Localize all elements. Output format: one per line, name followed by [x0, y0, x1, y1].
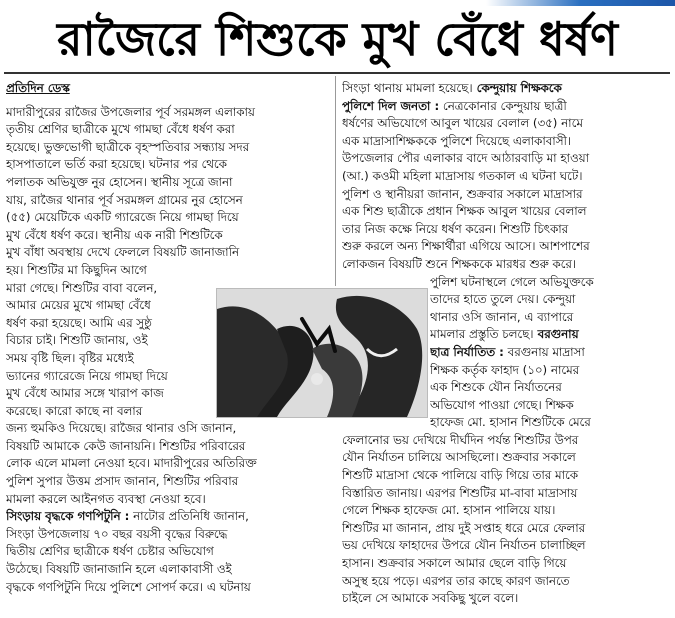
text-line: শিক্ষক কর্তৃক ফাহাদ (১০) নামের: [430, 362, 580, 377]
text-line: আমার মেয়ের মুখে গামছা বেঁধে: [6, 298, 151, 313]
text-line: বিষয়টি আমাকে কেউ জানায়নি। শিশুটির পরিবারের: [6, 438, 246, 453]
text-line: পুলিশ সুপার উত্তম প্রসাদ জানান, শিশুটির পরিবার: [6, 474, 239, 489]
text-line: মুখ বেঁধে ধর্ষণ করে। স্থানীয় এক নারী শিশুটিকে: [6, 227, 223, 242]
text-line: পুলিশ ও স্থানীয়রা জানান, শুক্রবার সকালে মাদ্রাসার: [342, 186, 583, 201]
text-line: তৃতীয় শ্রেণির ছাত্রীকে মুখে গামছা বেঁধে ধর্ষণ করা: [6, 122, 235, 137]
text-line: বিস্তারিত জানায়। এরপর শিশুটির মা-বাবা মাদ্রাসায়: [342, 485, 578, 500]
subhead-kendua-a: কেন্দুয়ায় শিক্ষককে: [472, 81, 562, 95]
text-line: এক শিশু ছাত্রীকে প্রধান শিক্ষক আবুল খায়ের বেলাল: [342, 204, 587, 219]
text-line: শিশুটির মা জানান, প্রায় দুই সপ্তাহ ধরে মেরে ফেলার: [342, 520, 586, 535]
text-line: বিচার চাই। শিশুটি জানায়, ওই: [6, 333, 148, 348]
text-line: হাসান। শুক্রবার সকালে আমার ছেলে বাড়ি গিয়ে: [342, 556, 567, 571]
text-line: জন্য হুমকিও দিয়েছে। রাজৈর থানার ওসি জানান,: [6, 421, 237, 436]
text-line: শুরু করলে অন্য শিক্ষার্থীরা এগিয়ে আসে। আশপাশের: [342, 239, 590, 254]
byline: প্রতিদিন ডেস্ক: [6, 81, 70, 95]
subhead-line: [342, 80, 668, 98]
text-line: গেলে শিক্ষক হাফেজ মো. হাসান পালিয়ে যায়।: [342, 503, 556, 518]
text-line: এক মাদ্রাসাশিক্ষককে পুলিশে দিয়েছে এলাকাবাসী।: [342, 133, 572, 148]
text-fragment: মামলার প্রস্তুতি চলছে।: [430, 327, 534, 342]
text-line: যায়, রাজৈর থানার পূর্ব সরমঙ্গল গ্রামের নুর হোসেন: [6, 192, 243, 207]
text-line: পুলিশ ঘটনাস্থলে গেলে অভিযুক্তকে: [430, 274, 594, 289]
text-line: বৃদ্ধকে গণপিটুনি দিয়ে পুলিশে সোপর্দ করে। এ ঘটনায়: [6, 579, 251, 594]
headline: রাজৈরে শিশুকে মুখ বেঁধে ধর্ষণ: [57, 12, 618, 66]
text-line: শিশুটি মাদ্রাসা থেকে পালিয়ে বাড়ি গিয়ে তার মাকে: [342, 468, 579, 483]
text-line: উঠেছে। বিষয়টি জানাজানি হলে এলাকাবাসী ওই: [6, 562, 232, 577]
text-line: লোক এলে মামলা নেওয়া হবে। মাদারীপুরের অতিরিক্ত: [6, 456, 257, 471]
text-line: ধর্ষণ করা হয়েছে। আমি এর সুষ্ঠু: [6, 315, 152, 330]
text-line: হয়। শিশুটির মা কিছুদিন আগে: [6, 262, 147, 277]
text-line: সময় বৃষ্টি ছিল। বৃষ্টির মধ্যেই: [6, 350, 134, 365]
text-line: (আ.) কওমী মহিলা মাদ্রাসায় গতকাল এ ঘটনা ঘটে।: [342, 168, 583, 183]
text-line: হয়েছে। ভুক্তভোগী ছাত্রীকে বৃহস্পতিবার সন্ধ্যায় সদর: [6, 139, 250, 154]
text-line: পলাতক অভিযুক্ত নুর হোসেন। স্থানীয় সূত্রে জানা: [6, 174, 233, 189]
text-line: উপজেলার পৌর এলাকার বাদে আঠারবাড়ি মা হাওয়া: [342, 151, 590, 166]
subhead-line: [430, 344, 668, 362]
text-line: ভ্যানের গ্যারেজে নিয়ে গামছা দিয়ে: [6, 368, 168, 383]
subhead-line: [430, 326, 668, 344]
text-line: করেছে। কারো কাছে না বলার: [6, 403, 143, 418]
text-line: ভয় দেখিয়ে ফাহাদের উপরে যৌন নির্যাতন চালাচ্ছিল: [342, 538, 586, 553]
text-line: মারা গেছে। শিশুটির বাবা বলেন,: [6, 280, 158, 295]
subhead-barguna-b: ছাত্র নির্যাতিত :: [430, 344, 504, 359]
subhead-line: [6, 508, 330, 526]
text-line: অভিযোগ পাওয়া গেছে। শিক্ষক: [430, 397, 574, 412]
text-line: মুখ বেঁধে আমার সঙ্গে খারাপ কাজ: [6, 386, 164, 401]
article-illustration: [216, 288, 428, 418]
text-line: থানার ওসি জানান, এ ব্যাপারে: [430, 309, 574, 324]
text-line: অসুস্থ হয়ে পড়ে। এরপর তার কাছে কারণ জানতে: [342, 573, 570, 588]
corner-color-band: [0, 0, 675, 6]
text-line: চাইলে সে আমাকে সবকিছু খুলে বলে।: [342, 591, 519, 606]
text-line: তাদের হাতে তুলে দেয়। কেন্দুয়া: [430, 292, 576, 307]
text-line: সিংড়া উপজেলায় ৭০ বছর বয়সী বৃদ্ধের বিরুদ্ধে: [6, 526, 228, 541]
text-fragment: নাটোর প্রতিনিধি জানান,: [129, 509, 249, 524]
subhead-singra: সিংড়ায় বৃদ্ধকে গণপিটুনি :: [6, 509, 130, 524]
text-fragment: সিংড়া থানায় মামলা হয়েছে।: [342, 81, 473, 95]
text-line: এক শিশুকে যৌন নির্যাতনের: [430, 380, 562, 395]
text-fragment: বরগুনায় মাদ্রাসা: [503, 344, 585, 359]
column-divider: [335, 76, 336, 286]
text-line: (৫৫) মেয়েটিকে একটি গ্যারেজে নিয়ে গামছা দিয়ে: [6, 210, 239, 225]
text-line: লোকজন বিষয়টি শুনে শিক্ষককে মারধর শুরু করে।: [342, 256, 577, 271]
subhead-line: [342, 98, 668, 116]
text-line: হাফেজ মো. হাসান শিশুটিকে মেরে: [430, 415, 591, 430]
illustration-graphic: [217, 289, 427, 417]
text-line: মাদারীপুরের রাজৈর উপজেলার পূর্ব সরমঙ্গল এলাকায়: [6, 104, 255, 119]
subhead-kendua-b: পুলিশে দিল জনতা :: [342, 98, 440, 113]
text-line: মামলা করলে আইনগত ব্যবস্থা নেওয়া হবে।: [6, 491, 206, 506]
text-line: হাসপাতালে ভর্তি করা হয়েছে। ঘটনার পর থেকে: [6, 157, 227, 172]
text-line: মুখ বাঁধা অবস্থায় দেখে ফেললে বিষয়টি জানাজানি: [6, 245, 240, 260]
text-line: ধর্ষণের অভিযোগে আবুল খায়ের বেলাল (৩৫) নামে: [342, 116, 583, 131]
text-line: যৌন নির্যাতন চালিয়ে আসছিলো। শুক্রবার সকালে: [342, 450, 576, 465]
text-fragment: নেত্রকোনার কেন্দুয়ায় ছাত্রী: [439, 98, 567, 113]
text-line: দ্বিতীয় শ্রেণির ছাত্রীকে ধর্ষণ চেষ্টার অভিযোগ: [6, 544, 214, 559]
subhead-barguna-a: বরগুনায়: [533, 327, 579, 342]
headline-rule: [4, 72, 670, 74]
text-line: ফেলানোর ভয় দেখিয়ে দীর্ঘদিন পর্যন্ত শিশুটির উপর: [342, 432, 579, 447]
text-line: তার নিজ কক্ষে নিয়ে ধর্ষণ করেন। শিশুটি চিৎকার: [342, 221, 569, 236]
